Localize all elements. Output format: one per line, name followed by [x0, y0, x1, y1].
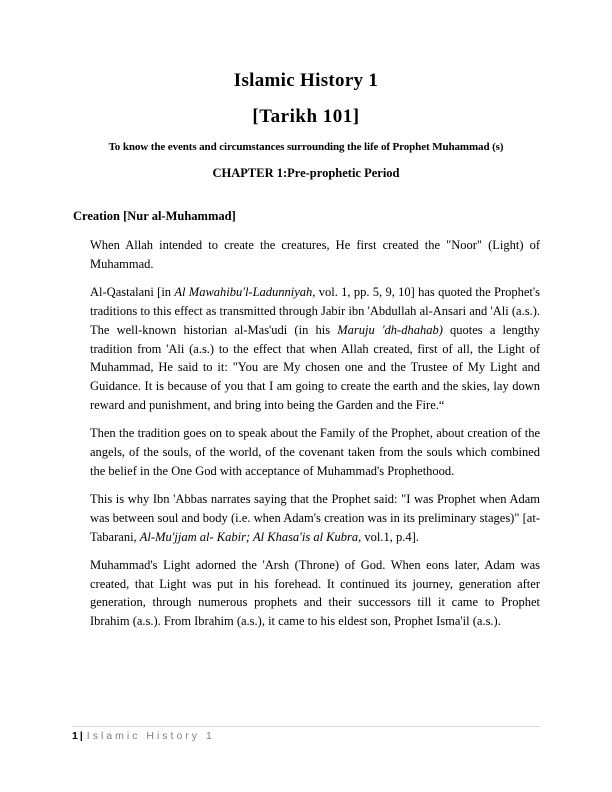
paragraph-5: Muhammad's Light adorned the 'Arsh (Throne) of God. When eons later, Adam was created, that Light was put in his forehead. It continued its journey, generation after generation, through numerous prophets and their successors till it came to Prophet Ibrahim (a.s.). From Ibrahim (a.s.), it came to his eldest son, Prophet Isma'il (a.s.). — [90, 557, 540, 629]
course-code: [Tarikh 101] — [252, 106, 360, 127]
paragraph-2-italic-b: Maruju 'dh-dhahab) — [337, 322, 443, 337]
paragraph-2-text-b: vol. 1, pp. 5, 9, 10] has quoted the Prophet's traditions to this effect as transmitted through Jabir ibn 'Abdullah al-Ansari and 'Ali (a.s.). The well-known historian al-Mas'udi (in his — [90, 284, 540, 337]
document-subtitle: To know the events and circumstances surrounding the life of Prophet Muhammad (s) — [108, 141, 504, 153]
body-text — [90, 236, 540, 640]
paragraph-2 — [90, 283, 540, 415]
paragraph-4 — [90, 490, 540, 547]
paragraph-2-text-c: quotes a lengthy tradition from 'Ali (a.s.) to the effect that when Allah created, first of all, the Light of Muhammad, He said to it: "You are My chosen one and the Trustee of My Light and Guidance. It is because of you that I am going to create the earth and the skies, lay down reward and punishment, and bring into being the Garden and the Fire.“ — [90, 322, 541, 413]
footer-separator: | — [79, 730, 83, 742]
footer-divider — [72, 726, 541, 727]
paragraph-3: Then the tradition goes on to speak about the Family of the Prophet, about creation of the angels, of the souls, of the world, of the covenant taken from the souls which combined the belief in the One God with acceptance of Muhammad's Prophethood. — [90, 426, 540, 478]
page-number: 1 — [72, 730, 78, 742]
paragraph-4-text-a: This is why Ibn 'Abbas narrates saying that the Prophet said: "I was Prophet when Adam was between soul and body (i.e. when Adam's creation was in its preliminary stages)" [at-Tabarani, — [90, 491, 540, 544]
section-heading: Creation [Nur al-Muhammad] — [73, 209, 236, 223]
chapter-heading: CHAPTER 1:Pre-prophetic Period — [212, 166, 400, 180]
paragraph-2-italic-a: Al Mawahibu'l-Ladunniyah, — [174, 284, 316, 299]
paragraph-2-text-a: Al-Qastalani [in — [90, 284, 175, 299]
paragraph-1: When Allah intended to create the creatures, He first created the "Noor" (Light) of Muhammad. — [90, 238, 540, 271]
paragraph-4-text-b: vol.1, p.4]. — [361, 529, 419, 544]
document-title: Islamic History 1 — [233, 70, 379, 91]
footer-label: Islamic History 1 — [86, 730, 215, 742]
paragraph-4-italic-a: Al-Mu'jjam al- Kabir; Al Khasa'is al Kubra, — [139, 529, 362, 544]
page-footer — [72, 730, 215, 742]
